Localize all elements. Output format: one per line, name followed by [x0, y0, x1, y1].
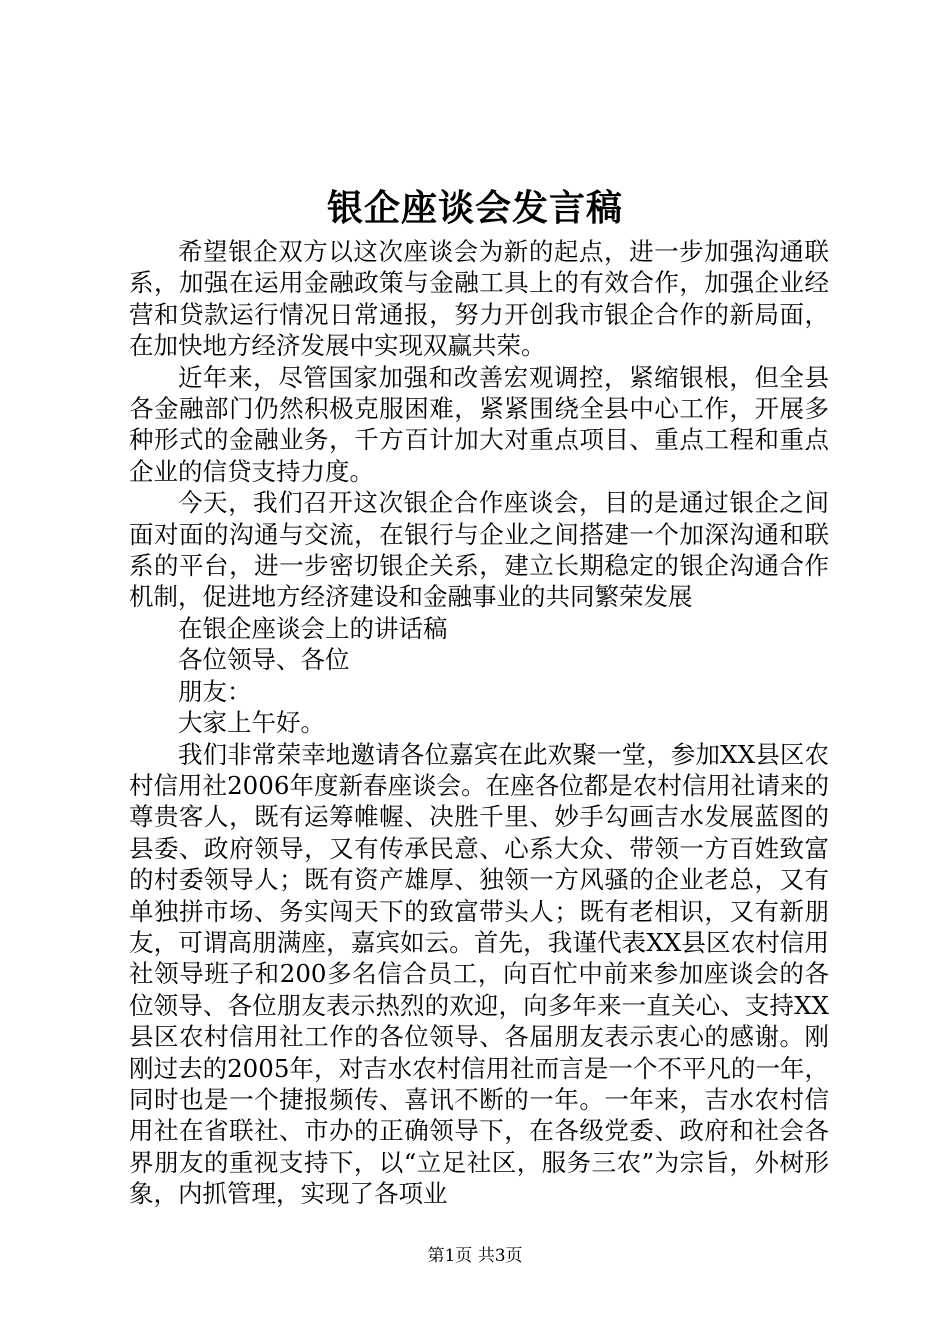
- page-footer: 第1页 共3页: [427, 1246, 523, 1266]
- paragraph: 近年来，尽管国家加强和改善宏观调控，紧缩银根，但全县各金融部门仍然积极克服困难，紧紧围绕全县中心工作，开展多种形式的金融业务，千方百计加大对重点项目、重点工程和重点企业的信贷支持力度。: [129, 362, 829, 486]
- salutation-line: 各位领导、各位: [178, 645, 350, 675]
- paragraph: 我们非常荣幸地邀请各位嘉宾在此欢聚一堂，参加XX县区农村信用社2006年度新春座谈会。在座各位都是农村信用社请来的尊贵客人，既有运筹帷幄、决胜千里、妙手勾画吉水发展蓝图的县委、政府领导，又有传承民意、心系大众、带领一方百姓致富的村委领导人；既有资产雄厚、独领一方风骚的企业老总，又有单独拼市场、务实闯天下的致富带头人；既有老相识，又有新朋友，可谓高朋满座，嘉宾如云。首先，我谨代表XX县区农村信用社领导班子和200多名信合员工，向百忙中前来参加座谈会的各位领导、各位朋友表示热烈的欢迎，向多年来一直关心、支持XX县区农村信用社工作的各位领导、各届朋友表示衷心的感谢。刚刚过去的2005年，对吉水农村信用社而言是一个不平凡的一年，同时也是一个捷报频传、喜讯不断的一年。一年来，吉水农村信用社在省联社、市办的正确领导下，在各级党委、政府和社会各界朋友的重视支持下，以“立足社区，服务三农”为宗旨，外树形象，内抓管理，实现了各项业: [129, 739, 829, 1209]
- salutation-line: 朋友：: [178, 676, 252, 706]
- document-body: [129, 236, 829, 1210]
- speech-title-line: 在银企座谈会上的讲话稿: [178, 613, 448, 643]
- document-title: 银企座谈会发言稿: [326, 187, 623, 229]
- greeting-line: 大家上午好。: [178, 708, 325, 738]
- paragraph: 今天，我们召开这次银企合作座谈会，目的是通过银企之间面对面的沟通与交流，在银行与企业之间搭建一个加深沟通和联系的平台，进一步密切银企关系，建立长期稳定的银企沟通合作机制，促进地方经济建设和金融事业的共同繁荣发展: [129, 488, 829, 612]
- paragraph: 希望银企双方以这次座谈会为新的起点，进一步加强沟通联系，加强在运用金融政策与金融工具上的有效合作，加强企业经营和贷款运行情况日常通报，努力开创我市银企合作的新局面，在加快地方经济发展中实现双赢共荣。: [129, 237, 829, 361]
